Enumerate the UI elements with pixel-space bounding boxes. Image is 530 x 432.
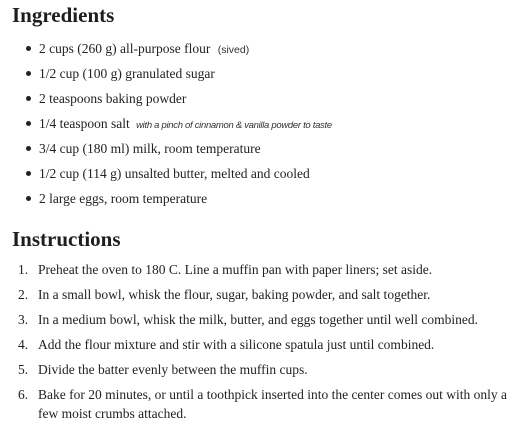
list-item bbox=[24, 161, 524, 186]
list-item bbox=[18, 260, 528, 279]
list-item bbox=[24, 36, 524, 61]
list-item bbox=[24, 136, 524, 161]
bullet-icon bbox=[26, 46, 31, 51]
ingredient-text: 1/2 cup (100 g) granulated sugar bbox=[39, 66, 215, 81]
step-text: In a small bowl, whisk the flour, sugar, baking powder, and salt together. bbox=[38, 287, 431, 302]
list-item bbox=[18, 310, 528, 329]
ingredient-text: 2 cups (260 g) all-purpose flour bbox=[39, 41, 211, 56]
step-text: In a medium bowl, whisk the milk, butter, and eggs together until well combined. bbox=[38, 312, 479, 327]
bullet-icon bbox=[26, 71, 31, 76]
bullet-icon bbox=[26, 121, 31, 126]
step-text: Divide the batter evenly between the muffin cups. bbox=[38, 362, 308, 377]
instructions-heading: Instructions bbox=[12, 227, 121, 251]
list-item bbox=[18, 360, 528, 379]
list-item bbox=[18, 285, 528, 304]
bullet-icon bbox=[26, 196, 31, 201]
step-text: Add the flour mixture and stir with a silicone spatula just until combined. bbox=[38, 337, 435, 352]
ingredients-heading: Ingredients bbox=[12, 3, 115, 27]
ingredient-text: 3/4 cup (180 ml) milk, room temperature bbox=[39, 141, 261, 156]
step-text: Bake for 20 minutes, or until a toothpick inserted into the center comes out with only a few moist crumbs attached. bbox=[38, 387, 508, 421]
ingredient-text: 2 large eggs, room temperature bbox=[39, 191, 208, 206]
step-number: 6. bbox=[18, 387, 29, 402]
bullet-icon bbox=[26, 96, 31, 101]
ingredient-text: 1/4 teaspoon salt bbox=[39, 116, 130, 131]
ingredient-note: with a pinch of cinnamon & vanilla powder to taste bbox=[136, 120, 332, 131]
ingredients-list bbox=[24, 36, 524, 211]
list-item bbox=[24, 186, 524, 211]
step-text: Preheat the oven to 180 C. Line a muffin pan with paper liners; set aside. bbox=[38, 262, 433, 277]
step-number: 5. bbox=[18, 362, 29, 377]
list-item bbox=[24, 61, 524, 86]
ingredient-note: (sived) bbox=[217, 44, 250, 56]
instructions-list bbox=[18, 260, 528, 429]
list-item bbox=[18, 385, 528, 423]
bullet-icon bbox=[26, 146, 31, 151]
step-number: 3. bbox=[18, 312, 29, 327]
step-number: 4. bbox=[18, 337, 29, 352]
list-item bbox=[24, 111, 524, 136]
step-number: 2. bbox=[18, 287, 29, 302]
step-number: 1. bbox=[18, 262, 29, 277]
list-item bbox=[24, 86, 524, 111]
ingredient-text: 1/2 cup (114 g) unsalted butter, melted and cooled bbox=[39, 166, 310, 181]
ingredient-text: 2 teaspoons baking powder bbox=[39, 91, 187, 106]
bullet-icon bbox=[26, 171, 31, 176]
list-item bbox=[18, 335, 528, 354]
